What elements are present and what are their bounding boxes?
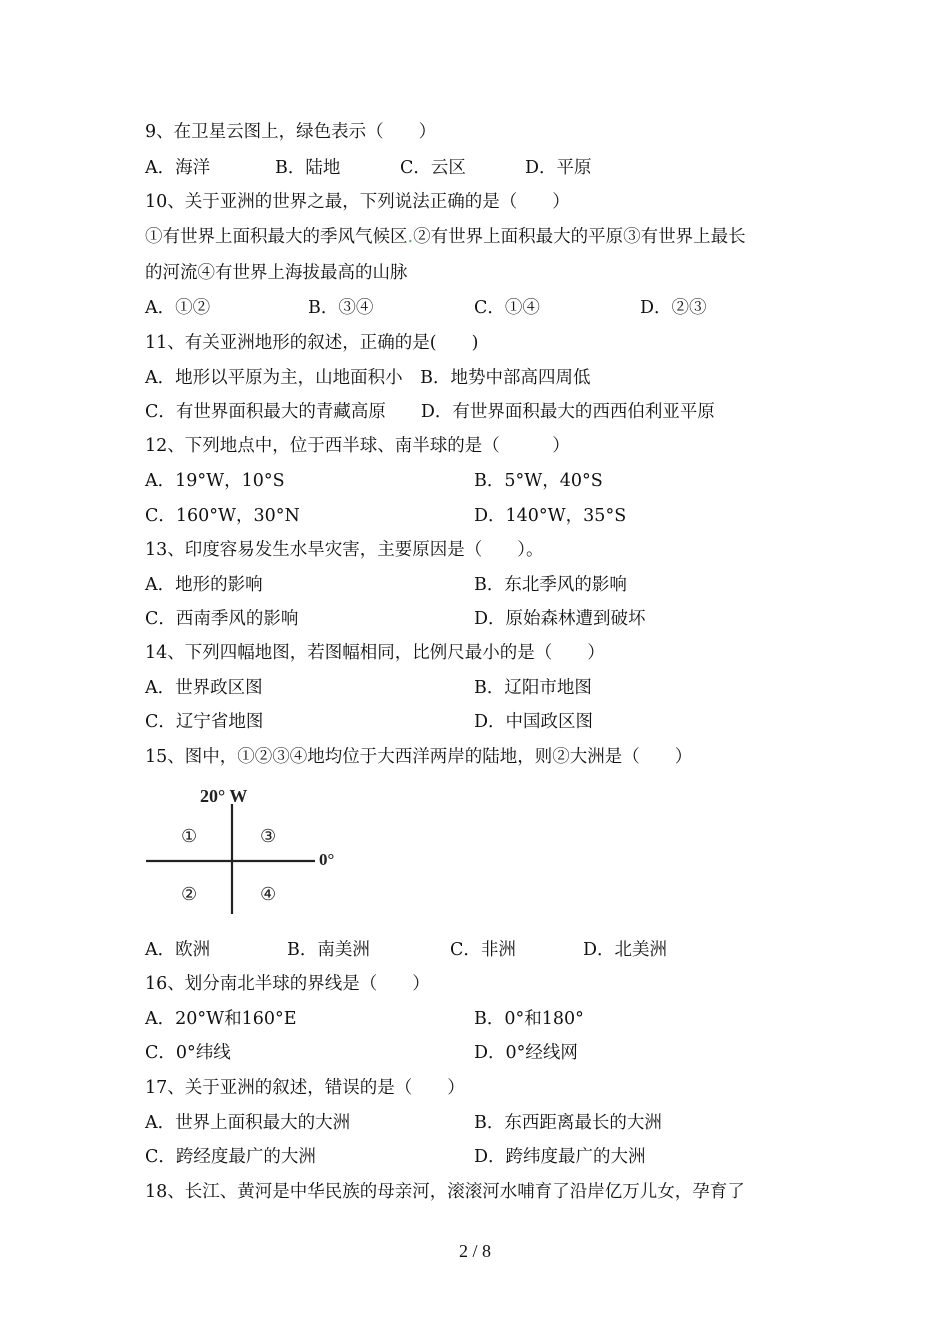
q10-option-a: A．①② (145, 298, 211, 318)
q10-option-d: D．②③ (640, 298, 707, 318)
q16-option-d: D．0°经线网 (474, 1043, 578, 1063)
q9-option-a: A．海洋 (145, 158, 211, 178)
region-3-label: ③ (260, 826, 277, 847)
question-12-stem: 12、下列地点中，位于西半球、南半球的是（ ） (145, 436, 570, 456)
q11-options-ab: A．地形以平原为主，山地面积小 B．地势中部高四周低 (145, 368, 591, 388)
q10-statement-2-3: ②有世界上面积最大的平原③有世界上最长 (413, 227, 746, 247)
q12-option-c: C．160°W，30°N (145, 506, 300, 526)
q11-options-cd: C．有世界面积最大的青藏高原 D．有世界面积最大的西西伯利亚平原 (145, 402, 715, 422)
q13-option-b: B．东北季风的影响 (474, 575, 627, 595)
q15-option-a: A．欧洲 (145, 940, 211, 960)
page-number: 2 / 8 (458, 1241, 491, 1261)
region-4-label: ④ (260, 884, 277, 905)
q12-option-d: D．140°W，35°S (474, 506, 627, 526)
q15-option-c: C．非洲 (450, 940, 516, 960)
question-14-stem: 14、下列四幅地图，若图幅相同，比例尺最小的是（ ） (145, 643, 605, 663)
meridian-label: 20° W (200, 786, 248, 806)
q17-option-a: A．世界上面积最大的大洲 (145, 1113, 351, 1133)
q13-option-d: D．原始森林遭到破坏 (474, 609, 646, 629)
q14-option-c: C．辽宁省地图 (145, 712, 264, 732)
question-10-stem: 10、关于亚洲的世界之最，下列说法正确的是（ ） (145, 192, 570, 212)
q10-statement-1: ①有世界上面积最大的季风气候区 (145, 227, 408, 247)
q13-option-c: C．西南季风的影响 (145, 609, 299, 629)
q17-option-d: D．跨纬度最广的大洲 (474, 1147, 646, 1167)
q15-option-b: B．南美洲 (287, 940, 370, 960)
q16-option-c: C．0°纬线 (145, 1043, 231, 1063)
q10-option-c: C．①④ (474, 298, 540, 318)
green-mark-icon: . (407, 227, 414, 247)
q12-option-b: B．5°W，40°S (474, 471, 603, 491)
q14-option-a: A．世界政区图 (145, 678, 263, 698)
question-17-stem: 17、关于亚洲的叙述，错误的是（ ） (145, 1078, 465, 1098)
q10-statements-line2: 的河流④有世界上海拔最高的山脉 (145, 263, 408, 283)
question-13-stem: 13、印度容易发生水旱灾害，主要原因是（ ）。 (145, 540, 544, 560)
question-16-stem: 16、划分南北半球的界线是（ ） (145, 974, 430, 994)
q10-statements-line1 (145, 225, 746, 249)
q13-option-a: A．地形的影响 (145, 575, 263, 595)
q9-option-b: B．陆地 (275, 158, 341, 178)
atlantic-quadrant-diagram (143, 782, 363, 922)
region-2-label: ② (181, 884, 198, 905)
q17-option-c: C．跨经度最广的大洲 (145, 1147, 316, 1167)
q14-option-d: D．中国政区图 (474, 712, 594, 732)
q16-option-b: B．0°和180° (474, 1009, 584, 1029)
question-15-stem: 15、图中，①②③④地均位于大西洋两岸的陆地，则②大洲是（ ） (145, 747, 693, 767)
q9-option-c: C．云区 (400, 158, 466, 178)
q16-option-a: A．20°W和160°E (145, 1009, 297, 1029)
q12-option-a: A．19°W，10°S (145, 471, 285, 491)
q9-option-d: D．平原 (525, 158, 592, 178)
q10-option-b: B．③④ (308, 298, 374, 318)
question-11-stem: 11、有关亚洲地形的叙述，正确的是( ) (145, 333, 479, 353)
equator-label: 0° (319, 850, 335, 869)
q17-option-b: B．东西距离最长的大洲 (474, 1113, 662, 1133)
question-18-stem: 18、长江、黄河是中华民族的母亲河，滚滚河水哺育了沿岸亿万儿女，孕育了 (145, 1182, 745, 1202)
q15-option-d: D．北美洲 (583, 940, 668, 960)
question-9-stem: 9、在卫星云图上，绿色表示（ ） (145, 122, 437, 142)
region-1-label: ① (181, 826, 198, 847)
q14-option-b: B．辽阳市地图 (474, 678, 592, 698)
